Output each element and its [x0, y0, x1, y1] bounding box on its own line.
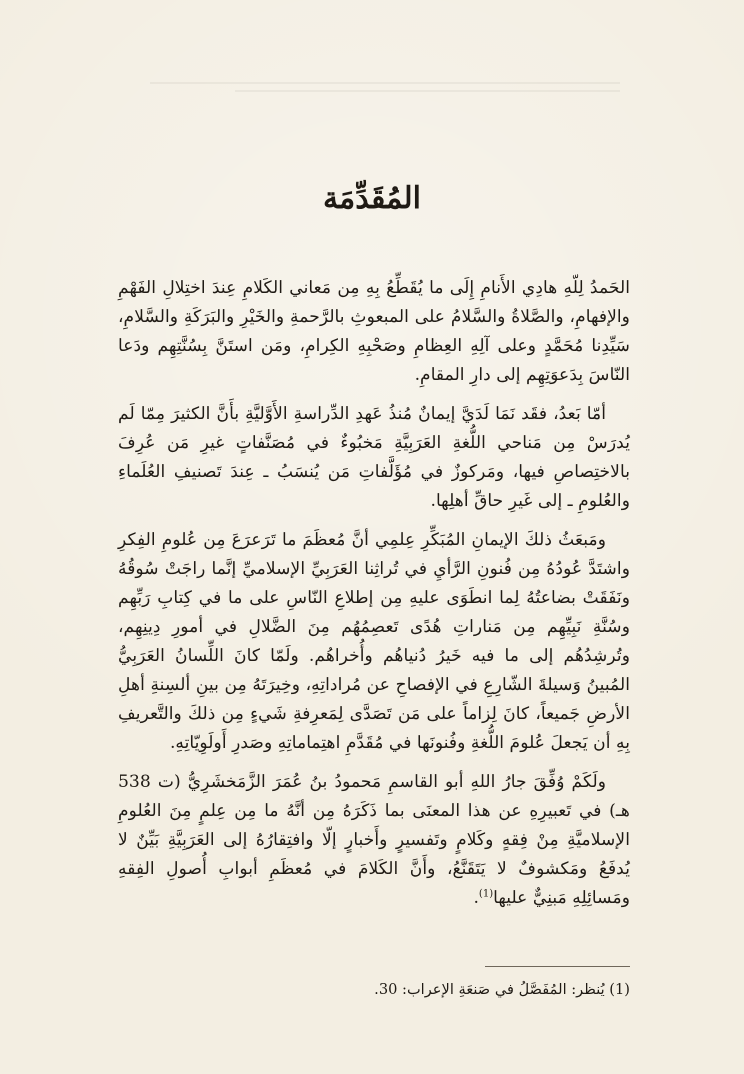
footnote: (1) يُنظر: المُفَصَّلُ في صَنعَةِ الإعراب: 30.: [374, 981, 630, 998]
paragraph-3: ومَبعَثُ ذلكَ الإيمانِ المُبَكِّرِ عِلمِي أنَّ مُعظَمَ ما تَرَعرَعَ مِن عُلومِ الفِكرِ واشتَدَّ عُودُهُ مِن فُنونِ الرَّأيِ في تُراثِنا العَرَبِيِّ الإسلاميِّ إنَّما راجَتْ سُوقُهُ ونَفَقَتْ بضاعتُهُ لِما انطَوَى عليهِ مِن إطلاعِ النّاسِ على ما في كِتابِ رَبِّهِم وسُنَّةِ نَبِيِّهِم مِن مَناراتِ هُدًى تَعصِمُهُم مِنَ الضَّلالِ في أمورِ دِينِهِم، وتُرشِدُهُم إلى ما فيه خَيرُ دُنياهُم وأُخراهُم. ولَمّا كانَ اللِّسانُ العَرَبِيُّ المُبينُ وَسيلةَ الشّارِعِ في الإفصاحِ عن مُراداتِهِ، وخِيرَتَهُ مِن بينِ ألسِنةِ أهلِ الأرضِ جَميعاً، كانَ لِزاماً على مَن تَصَدَّى لِمَعرِفةِ شَيءٍ مِن ذلكَ والتَّعريفِ بِهِ أن يَجعلَ عُلومَ اللُّغةِ وفُنونَها في مُقَدَّمِ اهتِماماتِهِ وصَدرِ أَولَوِيّاتِهِ.: [118, 530, 630, 753]
footnote-separator: [485, 966, 630, 967]
faint-line: [150, 82, 620, 84]
paragraph-4: ولَكَمْ وُفِّقَ جارُ اللهِ أبو القاسمِ مَحمودُ بنُ عُمَرَ الزَّمَخشَرِيُّ (ت 538 هـ) في تَعبيرِهِ عن هذا المعنَى بما ذَكَرَهُ مِن أنَّهُ ما مِن عِلمٍ مِنَ العُلومِ الإسلاميَّةِ مِنْ فِقهٍ وكَلامٍ وتَفسيرٍ وأَخبارٍ إلّا وافتِقارُهُ إلى العَرَبِيَّةِ بَيِّنٌ لا يُدفَعُ ومَكشوفٌ لا يَتَقَنَّعُ، وأَنَّ الكَلامَ في مُعظَمِ أبوابِ أُصولِ الفِقهِ ومَسائِلِهِ مَبنِيٌّ عليها$^{(1)}$.: [118, 772, 630, 908]
page-title: المُقَدِّمَة: [323, 181, 421, 216]
faint-show-through: [150, 82, 620, 100]
paragraph-1: الحَمدُ لِلّهِ هادِي الأَنامِ إِلَى ما يُقَطِّعُ بِهِ مِن مَعاني الكَلامِ عِندَ اختِلالِ الفَهْمِ والإفهامِ، والصَّلاةُ والسَّلامُ على المبعوثِ بالرَّحمةِ والخَيْرِ والبَرَكَةِ والسَّلامِ، سَيِّدِنا مُحَمَّدٍ وعلى آلِهِ العِظامِ وصَحْبِهِ الكِرامِ، ومَن استَنَّ بِسُنَّتِهِم ودَعا النّاسَ بِدَعوَتِهِم إلى دارِ المقامِ.: [118, 278, 630, 385]
faint-line: [235, 90, 620, 92]
document-body: [118, 274, 630, 923]
paragraph-2: أمّا بَعدُ، فقَد نَمَا لَدَيَّ إيمانٌ مُنذُ عَهدِ الدِّراسةِ الأَوَّليَّةِ بأَنَّ الكثيرَ مِمّا لَم يُدرَسْ مِن مَناحي اللُّغةِ العَرَبِيَّةِ مَخبُوءٌ في مُصَنَّفاتٍ غيرِ مَن عُرِفَ بالاختِصاصِ فيها، ومَركوزٌ في مُؤَلَّفاتِ مَن يُنسَبُ ـ عِندَ تَصنيفِ العُلَماءِ والعُلومِ ـ إلى غَيرِ حاقِّ أهلِها.: [118, 404, 630, 511]
footnote-reference: (1): [478, 888, 494, 900]
paragraph-4-text: ولَكَمْ وُفِّقَ جارُ اللهِ أبو القاسمِ مَحمودُ بنُ عُمَرَ الزَّمَخشَرِيُّ (ت 538 هـ) في تَعبيرِهِ عن هذا المعنَى بما ذَكَرَهُ مِن أنَّهُ ما مِن عِلمٍ مِنَ العُلومِ الإسلاميَّةِ مِنْ فِقهٍ وكَلامٍ وتَفسيرٍ وأَخبارٍ إلّا وافتِقارُهُ إلى العَرَبِيَّةِ بَيِّنٌ لا يُدفَعُ ومَكشوفٌ لا يَتَقَنَّعُ، وأَنَّ الكَلامَ في مُعظَمِ أبوابِ أُصولِ الفِقهِ ومَسائِلِهِ مَبنِيٌّ عليها: [118, 772, 630, 908]
